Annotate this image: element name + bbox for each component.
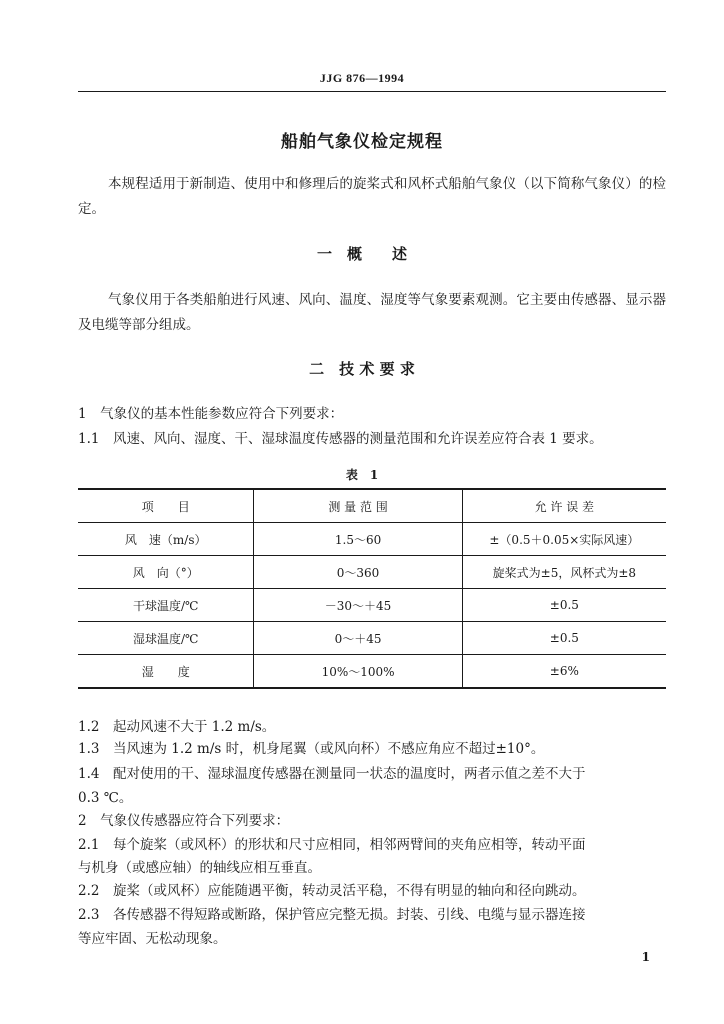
table-cell: 旋桨式为±5，风杯式为±8 [462,556,666,589]
clause-2-2: 2.2 旋桨（或风杯）应能随遇平衡，转动灵活平稳，不得有明显的轴向和径向跳动。 [78,883,586,899]
table-row [78,523,666,556]
table-row [78,589,666,622]
table-row [78,622,666,655]
table-cell: 干球温度/℃ [78,589,254,622]
table-header-cell: 允 许 误 差 [462,489,666,523]
clause-2-1-line2: 与机身（或感应轴）的轴线应相互垂直。 [78,860,321,876]
table-cell: 1.5～60 [254,523,462,556]
clause-1-4-line2: 0.3 ℃。 [78,790,133,806]
intro-paragraph: 本规程适用于新制造、使用中和修理后的旋桨式和风杯式船舶气象仪（以下简称气象仪）的检定。 [78,176,666,217]
table-cell: 风 向（°） [78,556,254,589]
clause-2-1-line1: 2.1 每个旋桨（或风杯）的形状和尺寸应相同，相邻两臂间的夹角应相等，转动平面 [78,837,586,853]
table-cell: ±0.5 [462,589,666,622]
overview-paragraph: 气象仪用于各类船舶进行风速、风向、温度、湿度等气象要素观测。它主要由传感器、显示器及电缆等部分组成。 [78,292,666,333]
table-header-row [78,489,666,523]
clause-1-2: 1.2 起动风速不大于 1.2 m/s。 [78,719,276,735]
table-header-cell: 测 量 范 围 [254,489,462,523]
table-cell: ±（0.5＋0.05×实际风速） [462,523,666,556]
clause-2-3-line2: 等应牢固、无松动现象。 [78,931,227,947]
clause-1: 1 气象仪的基本性能参数应符合下列要求： [78,406,344,422]
table-cell: ±0.5 [462,622,666,655]
clause-1-4-line1: 1.4 配对使用的干、湿球温度传感器在测量同一状态的温度时，两者示值之差不大于 [78,766,586,782]
clause-2-3-line1: 2.3 各传感器不得短路或断路，保护管应完整无损。封装、引线、电缆与显示器连接 [78,907,586,923]
table-caption: 表 1 [345,468,379,482]
table-header-cell: 项 目 [78,489,254,523]
table-cell: ±6% [462,655,666,689]
table-cell: 0～＋45 [254,622,462,655]
table-cell: 湿 度 [78,655,254,689]
table-row [78,655,666,689]
standard-code: JJG 876—1994 [319,71,405,85]
table-cell: 0～360 [254,556,462,589]
clause-1-3: 1.3 当风速为 1.2 m/s 时，机身尾翼（或风向杯）不感应角应不超过±10°。 [78,741,545,757]
page-number: 1 [641,950,650,964]
table-cell: 风 速（m/s） [78,523,254,556]
spec-table [78,488,666,689]
table-row [78,556,666,589]
section-overview-heading: 一 概 述 [316,245,407,263]
header-rule [78,91,666,92]
clause-2: 2 气象仪传感器应符合下列要求： [78,813,290,829]
document-title: 船舶气象仪检定规程 [281,132,443,152]
section-technical-heading: 二 技 术 要 求 [309,360,415,378]
table-cell: －30～＋45 [254,589,462,622]
table-cell: 湿球温度/℃ [78,622,254,655]
clause-1-1: 1.1 风速、风向、湿度、干、湿球温度传感器的测量范围和允许误差应符合表 1 要求。 [78,431,603,447]
table-cell: 10%～100% [254,655,462,689]
